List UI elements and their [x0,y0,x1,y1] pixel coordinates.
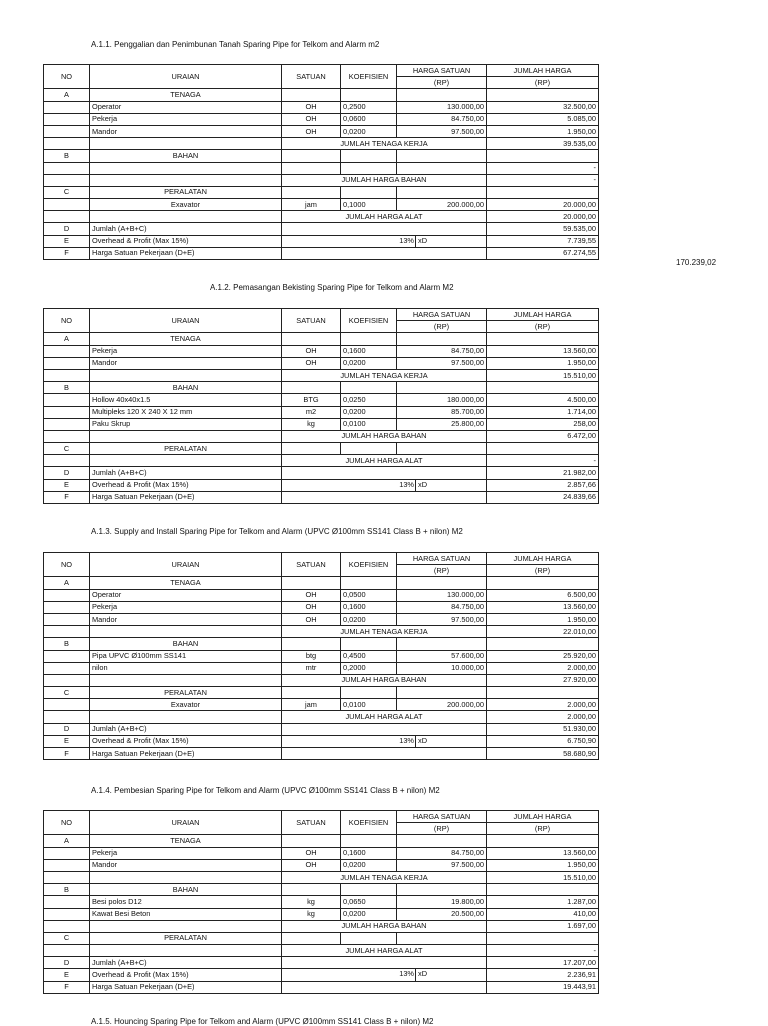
table-row [44,859,599,871]
header-harga-satuan: HARGA SATUAN [397,553,487,565]
summary-code: F [44,981,90,993]
table-row [44,589,599,601]
group-row [44,89,599,101]
subtotal-value: 2.000,00 [487,711,599,723]
item-total: 13.560,00 [487,847,599,859]
group-row [44,186,599,198]
group-row [44,932,599,944]
header-rp: (RP) [487,321,599,333]
summary-label: Overhead & Profit (Max 15%) [90,479,282,491]
item-coefficient: 0,0200 [341,908,397,920]
table-row [44,896,599,908]
summary-label: Harga Satuan Pekerjaan (D+E) [90,491,282,503]
item-unit-price: 25.800,00 [397,418,487,430]
summary-code: F [44,491,90,503]
group-code: C [44,687,90,699]
summary-value: 2.857,66 [487,479,599,491]
group-code: B [44,150,90,162]
summary-row [44,235,599,247]
group-label: PERALATAN [90,932,282,944]
header-satuan: SATUAN [282,811,341,835]
summary-value: 67.274,55 [487,247,599,259]
subtotal-row [44,138,599,150]
item-total: 258,00 [487,418,599,430]
item-unit: OH [282,613,341,625]
item-name: Exavator [90,199,282,211]
group-code: C [44,932,90,944]
subtotal-value: 27.920,00 [487,674,599,686]
item-coefficient: 0,0200 [341,613,397,625]
subtotal-label: JUMLAH TENAGA KERJA [282,369,487,381]
item-name: Pekerja [90,113,282,125]
summary-row [44,957,599,969]
table-header-row [44,811,599,823]
item-unit-price: 84.750,00 [397,847,487,859]
subtotal-label: JUMLAH TENAGA KERJA [282,871,487,883]
summary-label: Jumlah (A+B+C) [90,223,282,235]
table-row [44,699,599,711]
item-unit: OH [282,125,341,137]
item-name: nilon [90,662,282,674]
header-no: NO [44,309,90,333]
group-row [44,382,599,394]
subtotal-row [44,945,599,957]
subtotal-value: 6.472,00 [487,430,599,442]
subtotal-value: 20.000,00 [487,211,599,223]
item-unit: OH [282,859,341,871]
group-code: B [44,638,90,650]
summary-label: Harga Satuan Pekerjaan (D+E) [90,247,282,259]
table-row [44,418,599,430]
item-unit: OH [282,589,341,601]
overhead-percent: 13% [282,736,416,747]
item-unit: OH [282,601,341,613]
table-header-row [44,553,599,565]
group-code: C [44,443,90,455]
header-uraian: URAIAN [90,811,282,835]
header-no: NO [44,811,90,835]
summary-value: 2.236,91 [487,969,599,981]
group-code: A [44,835,90,847]
item-unit-price: 180.000,00 [397,394,487,406]
group-row [44,638,599,650]
item-name: Paku Skrup [90,418,282,430]
group-label: TENAGA [90,333,282,345]
group-label: TENAGA [90,89,282,101]
subtotal-row [44,430,599,442]
subtotal-label: JUMLAH HARGA ALAT [282,711,487,723]
summary-code: E [44,479,90,491]
item-name: Hollow 40x40x1.5 [90,394,282,406]
summary-row [44,735,599,747]
item-name: Exavator [90,699,282,711]
item-total: 1.950,00 [487,613,599,625]
item-unit-price: 84.750,00 [397,113,487,125]
summary-row [44,223,599,235]
item-coefficient: 0,1600 [341,847,397,859]
table-row [44,613,599,625]
summary-code: E [44,735,90,747]
header-rp: (RP) [397,565,487,577]
item-total: - [487,162,599,174]
overhead-multiplier: xD [418,235,428,245]
header-koefisien: KOEFISIEN [341,811,397,835]
item-unit: jam [282,199,341,211]
item-unit-price: 97.500,00 [397,125,487,137]
section-title: A.1.1. Penggalian dan Penimbunan Tanah Sparing Pipe for Telkom and Alarm m2 [91,40,380,49]
header-rp: (RP) [397,77,487,89]
table-row [44,162,599,174]
item-total: 1.950,00 [487,357,599,369]
group-label: PERALATAN [90,687,282,699]
item-unit: mtr [282,662,341,674]
item-coefficient: 0,0650 [341,896,397,908]
summary-code: D [44,957,90,969]
overhead-percent: 13% [282,236,416,247]
item-coefficient: 0,0200 [341,406,397,418]
overhead-multiplier: xD [418,479,428,489]
group-row [44,577,599,589]
table-row [44,601,599,613]
subtotal-label: JUMLAH HARGA ALAT [282,945,487,957]
item-coefficient: 0,1000 [341,199,397,211]
item-unit-price: 200.000,00 [397,199,487,211]
section-title: A.1.4. Pembesian Sparing Pipe for Telkom and Alarm (UPVC Ø100mm SS141 Class B + nilon) M2 [91,786,440,795]
item-total: 4.500,00 [487,394,599,406]
summary-code: D [44,467,90,479]
analysis-table [43,552,599,760]
subtotal-row [44,174,599,186]
header-uraian: URAIAN [90,65,282,89]
summary-label: Harga Satuan Pekerjaan (D+E) [90,981,282,993]
header-no: NO [44,553,90,577]
item-unit: jam [282,699,341,711]
item-name: Operator [90,589,282,601]
item-unit-price: 10.000,00 [397,662,487,674]
subtotal-label: JUMLAH TENAGA KERJA [282,626,487,638]
group-row [44,150,599,162]
overhead-multiplier: xD [418,969,428,979]
table-row [44,113,599,125]
item-unit: OH [282,101,341,113]
header-harga-satuan: HARGA SATUAN [397,309,487,321]
table-row [44,908,599,920]
header-koefisien: KOEFISIEN [341,553,397,577]
item-coefficient: 0,1600 [341,345,397,357]
item-total: 1.714,00 [487,406,599,418]
subtotal-value: 1.697,00 [487,920,599,932]
subtotal-row [44,871,599,883]
subtotal-value: - [487,455,599,467]
summary-value: 59.535,00 [487,223,599,235]
overhead-percent: 13% [282,969,416,980]
header-no: NO [44,65,90,89]
header-satuan: SATUAN [282,553,341,577]
group-row [44,687,599,699]
item-unit: OH [282,345,341,357]
table-header-row [44,65,599,77]
header-harga-satuan: HARGA SATUAN [397,811,487,823]
header-rp: (RP) [487,565,599,577]
summary-code: F [44,247,90,259]
subtotal-label: JUMLAH HARGA BAHAN [282,674,487,686]
subtotal-value: 39.535,00 [487,138,599,150]
item-unit-price: 20.500,00 [397,908,487,920]
summary-row [44,479,599,491]
item-name: Multipleks 120 X 240 X 12 mm [90,406,282,418]
subtotal-value: 22.010,00 [487,626,599,638]
subtotal-row [44,674,599,686]
item-unit-price: 85.700,00 [397,406,487,418]
group-code: A [44,577,90,589]
table-row [44,847,599,859]
summary-value: 7.739,55 [487,235,599,247]
item-unit-price: 130.000,00 [397,101,487,113]
item-total: 2.000,00 [487,699,599,711]
item-name: Mandor [90,613,282,625]
subtotal-label: JUMLAH HARGA ALAT [282,455,487,467]
subtotal-value: 15.510,00 [487,871,599,883]
summary-label: Jumlah (A+B+C) [90,957,282,969]
table-row [44,345,599,357]
table-row [44,394,599,406]
item-name: Pekerja [90,345,282,357]
table-row [44,357,599,369]
item-name: Mandor [90,859,282,871]
item-unit: BTG [282,394,341,406]
item-unit: btg [282,650,341,662]
item-unit-price: 130.000,00 [397,589,487,601]
item-unit: OH [282,357,341,369]
item-coefficient: 0,0250 [341,394,397,406]
table-row [44,650,599,662]
header-koefisien: KOEFISIEN [341,309,397,333]
section-title: A.1.2. Pemasangan Bekisting Sparing Pipe for Telkom and Alarm M2 [210,283,454,292]
subtotal-label: JUMLAH TENAGA KERJA [282,138,487,150]
group-code: A [44,333,90,345]
item-total: 25.920,00 [487,650,599,662]
item-name: Kawat Besi Beton [90,908,282,920]
group-code: C [44,186,90,198]
header-satuan: SATUAN [282,65,341,89]
overhead-multiplier: xD [418,735,428,745]
summary-label: Overhead & Profit (Max 15%) [90,969,282,981]
summary-row [44,969,599,981]
group-label: TENAGA [90,835,282,847]
item-total: 410,00 [487,908,599,920]
subtotal-row [44,711,599,723]
summary-label: Jumlah (A+B+C) [90,723,282,735]
item-total: 1.950,00 [487,859,599,871]
header-jumlah-harga: JUMLAH HARGA [487,811,599,823]
item-name: Pipa UPVC Ø100mm SS141 [90,650,282,662]
item-unit: OH [282,113,341,125]
table-header-row [44,309,599,321]
group-label: BAHAN [90,884,282,896]
item-unit-price: 84.750,00 [397,601,487,613]
item-name: Pekerja [90,847,282,859]
summary-value: 58.680,90 [487,748,599,760]
group-label: BAHAN [90,150,282,162]
item-total: 1.950,00 [487,125,599,137]
item-coefficient: 0,0200 [341,357,397,369]
table-row [44,662,599,674]
item-unit-price: 97.500,00 [397,859,487,871]
header-rp: (RP) [487,823,599,835]
item-unit: kg [282,896,341,908]
item-coefficient: 0,2500 [341,101,397,113]
subtotal-label: JUMLAH HARGA ALAT [282,211,487,223]
group-row [44,835,599,847]
item-coefficient: 0,1600 [341,601,397,613]
summary-row [44,467,599,479]
item-name: Besi polos D12 [90,896,282,908]
summary-value: 6.750,90 [487,735,599,747]
summary-code: E [44,235,90,247]
summary-value: 19.443,91 [487,981,599,993]
item-coefficient: 0,0500 [341,589,397,601]
summary-row [44,981,599,993]
summary-label: Overhead & Profit (Max 15%) [90,235,282,247]
item-unit-price: 200.000,00 [397,699,487,711]
item-coefficient: 0,0200 [341,859,397,871]
header-jumlah-harga: JUMLAH HARGA [487,65,599,77]
item-coefficient: 0,0600 [341,113,397,125]
item-coefficient: 0,0100 [341,418,397,430]
analysis-table [43,64,599,260]
item-name: Mandor [90,357,282,369]
item-unit: OH [282,847,341,859]
item-coefficient: 0,0200 [341,125,397,137]
header-rp: (RP) [397,321,487,333]
group-row [44,333,599,345]
header-satuan: SATUAN [282,309,341,333]
overhead-percent: 13% [282,480,416,491]
item-unit-price: 97.500,00 [397,357,487,369]
group-label: TENAGA [90,577,282,589]
header-rp: (RP) [487,77,599,89]
item-total: 1.287,00 [487,896,599,908]
summary-row [44,247,599,259]
group-row [44,884,599,896]
subtotal-row [44,455,599,467]
group-label: PERALATAN [90,186,282,198]
table-row [44,199,599,211]
summary-value: 17.207,00 [487,957,599,969]
analysis-table [43,810,599,994]
summary-row [44,748,599,760]
group-code: B [44,884,90,896]
header-koefisien: KOEFISIEN [341,65,397,89]
table-row [44,101,599,113]
header-jumlah-harga: JUMLAH HARGA [487,553,599,565]
summary-row [44,491,599,503]
summary-label: Harga Satuan Pekerjaan (D+E) [90,748,282,760]
summary-value: 24.839,66 [487,491,599,503]
table-row [44,406,599,418]
header-uraian: URAIAN [90,309,282,333]
group-row [44,443,599,455]
header-harga-satuan: HARGA SATUAN [397,65,487,77]
subtotal-label: JUMLAH HARGA BAHAN [282,430,487,442]
header-jumlah-harga: JUMLAH HARGA [487,309,599,321]
subtotal-row [44,920,599,932]
group-label: BAHAN [90,638,282,650]
group-label: PERALATAN [90,443,282,455]
item-total: 6.500,00 [487,589,599,601]
summary-row [44,723,599,735]
item-unit: kg [282,908,341,920]
group-code: A [44,89,90,101]
summary-value: 21.982,00 [487,467,599,479]
item-unit: kg [282,418,341,430]
summary-label: Jumlah (A+B+C) [90,467,282,479]
table-row [44,125,599,137]
summary-code: D [44,223,90,235]
item-total: 20.000,00 [487,199,599,211]
subtotal-value: 15.510,00 [487,369,599,381]
subtotal-value: - [487,174,599,186]
item-name: Pekerja [90,601,282,613]
item-total: 5.085,00 [487,113,599,125]
item-unit: m2 [282,406,341,418]
subtotal-value: - [487,945,599,957]
subtotal-label: JUMLAH HARGA BAHAN [282,920,487,932]
summary-code: E [44,969,90,981]
item-name: Mandor [90,125,282,137]
section-title: A.1.5. Houncing Sparing Pipe for Telkom and Alarm (UPVC Ø100mm SS141 Class B + nilon) M2 [91,1017,434,1026]
subtotal-row [44,211,599,223]
summary-code: D [44,723,90,735]
summary-value: 51.930,00 [487,723,599,735]
item-coefficient: 0,2000 [341,662,397,674]
item-total: 13.560,00 [487,601,599,613]
section-title: A.1.3. Supply and Install Sparing Pipe for Telkom and Alarm (UPVC Ø100mm SS141 Class B + nilon) M2 [91,527,463,536]
header-rp: (RP) [397,823,487,835]
item-unit-price: 19.800,00 [397,896,487,908]
subtotal-label: JUMLAH HARGA BAHAN [282,174,487,186]
group-label: BAHAN [90,382,282,394]
item-unit-price: 57.600,00 [397,650,487,662]
side-total-value: 170.239,02 [676,258,717,267]
item-coefficient: 0,4500 [341,650,397,662]
subtotal-row [44,369,599,381]
item-coefficient: 0,0100 [341,699,397,711]
summary-label: Overhead & Profit (Max 15%) [90,735,282,747]
summary-code: F [44,748,90,760]
header-uraian: URAIAN [90,553,282,577]
item-total: 32.500,00 [487,101,599,113]
analysis-table [43,308,599,504]
item-unit-price: 97.500,00 [397,613,487,625]
item-total: 13.560,00 [487,345,599,357]
item-name: Operator [90,101,282,113]
item-total: 2.000,00 [487,662,599,674]
group-code: B [44,382,90,394]
item-unit-price: 84.750,00 [397,345,487,357]
subtotal-row [44,626,599,638]
